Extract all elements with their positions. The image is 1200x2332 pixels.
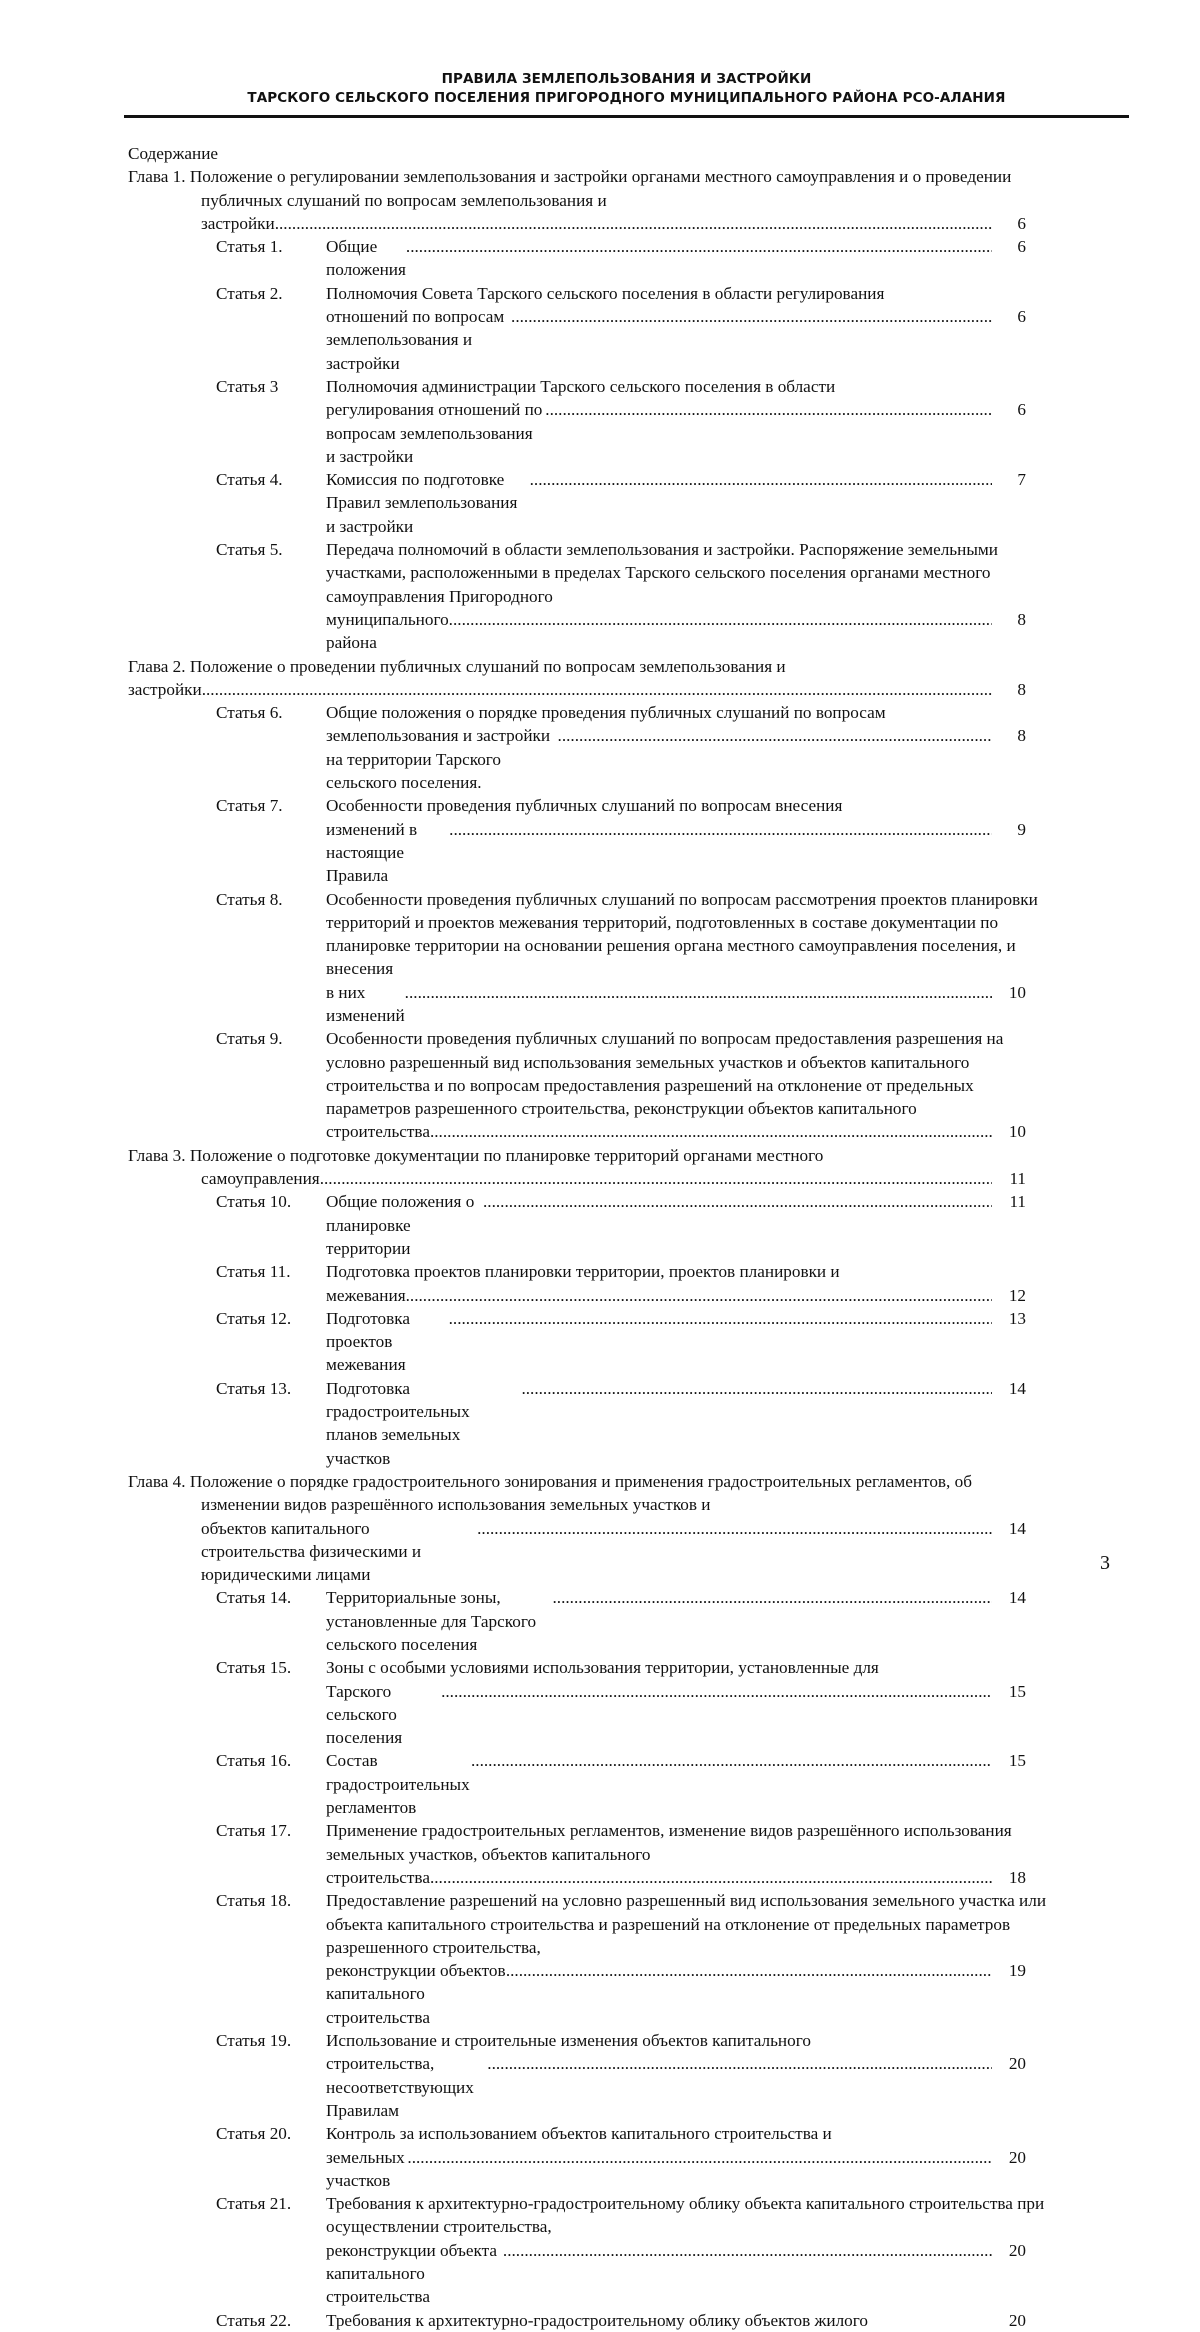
toc-page-number: 10: [1008, 1122, 1026, 1142]
toc-entry-last: изменений в настоящие Правила: [326, 819, 418, 886]
toc-entry-text: Глава 3. Положение о подготовке документации по планировке территорий органами местного: [128, 1145, 824, 1165]
toc-page-number: 6: [1017, 213, 1026, 233]
toc-page-number: 20: [1008, 2240, 1026, 2260]
toc-entry-text: Общие положения о порядке проведения публичных слушаний по вопросам: [326, 703, 886, 723]
header-rule: [124, 115, 1129, 118]
toc-article-5[interactable]: [128, 538, 1048, 654]
toc-page-number: 14: [1008, 1518, 1026, 1538]
toc-article-22[interactable]: [128, 2309, 1048, 2332]
toc-article-label: Статья 15.: [216, 1658, 292, 1678]
toc-article-label: Статья 16.: [216, 1751, 292, 1771]
toc-page-number: 8: [1017, 609, 1026, 629]
toc-article-label: Статья 21.: [216, 2194, 292, 2214]
toc-article-7[interactable]: [128, 794, 1048, 887]
toc-article-label: Статья 9.: [216, 1029, 283, 1049]
toc-page-number: 20: [1008, 2054, 1026, 2074]
toc-article-label: Статья 18.: [216, 1891, 292, 1911]
header-line-2: ТАРСКОГО СЕЛЬСКОГО ПОСЕЛЕНИЯ ПРИГОРОДНОГО МУНИЦИПАЛЬНОГО РАЙОНА РСО-АЛАНИЯ: [247, 90, 1006, 106]
toc-page-number: 20: [1008, 2310, 1026, 2330]
toc-article-4[interactable]: [128, 468, 1048, 538]
toc-entry-last: строительства: [326, 1122, 430, 1142]
toc-entry-last: земельных участков: [326, 2147, 405, 2190]
toc-entry-last: застройки: [128, 679, 202, 699]
toc-article-label: Статья 6.: [216, 703, 283, 723]
toc-page-number: 19: [1008, 1961, 1026, 1981]
toc-entry-last: самоуправления: [201, 1169, 320, 1189]
toc-entry-last: Общие положения о планировке территории: [326, 1192, 475, 1258]
toc-entry-text: Глава 1. Положение о регулировании землепользования и застройки органами местного самоуправления и о проведении публичных слушаний по вопросам землепользования и: [128, 167, 1012, 210]
toc-page-number: 6: [1017, 400, 1026, 420]
toc-article-14[interactable]: [128, 1586, 1048, 1656]
table-of-contents: [128, 142, 1048, 2332]
toc-entry-last: строительства: [326, 1867, 430, 1887]
toc-entry-text: Особенности проведения публичных слушаний по вопросам рассмотрения проектов планировки территорий и проектов межевания территорий, подготовленных в составе документации по планировке территории на основании решения органа местного самоуправления поселения, и внесения: [326, 889, 1038, 979]
toc-article-17[interactable]: [128, 1819, 1048, 1889]
toc-entry-last: отношений по вопросам землепользования и застройки: [326, 307, 505, 373]
toc-article-1[interactable]: [128, 235, 1048, 282]
toc-entry-text: Глава 2. Положение о проведении публичных слушаний по вопросам землепользования и: [128, 656, 786, 676]
toc-page-number: 15: [1008, 1681, 1026, 1701]
toc-title: Содержание: [128, 144, 219, 163]
toc-entry-last: Общие положения: [326, 237, 406, 280]
toc-chapter-4[interactable]: [128, 1470, 1048, 1586]
toc-page-number: 6: [1017, 237, 1026, 257]
toc-article-label: Статья 17.: [216, 1821, 292, 1841]
toc-entry-text: Контроль за использованием объектов капитального строительства и: [326, 2124, 832, 2144]
toc-entry-last: Подготовка проектов межевания: [326, 1308, 410, 1375]
toc-entry-last: муниципального района: [326, 609, 449, 653]
toc-article-10[interactable]: [128, 1190, 1048, 1260]
toc-entry-text: Полномочия администрации Тарского сельского поселения в области: [326, 376, 836, 396]
toc-entry-text: Подготовка проектов планировки территории, проектов планировки и: [326, 1262, 840, 1282]
toc-article-label: Статья 5.: [216, 540, 283, 560]
toc-page-number: 20: [1008, 2147, 1026, 2167]
toc-article-label: Статья 12.: [216, 1308, 292, 1328]
toc-page-number: 9: [1017, 819, 1026, 839]
toc-page-number: 13: [1008, 1308, 1026, 1328]
toc-article-12[interactable]: [128, 1307, 1048, 1377]
toc-article-11[interactable]: [128, 1260, 1048, 1307]
toc-entry-last: Подготовка градостроительных планов земельных участков: [326, 1378, 470, 1468]
toc-article-21[interactable]: [128, 2192, 1048, 2308]
toc-article-label: Статья 4.: [216, 470, 283, 490]
toc-article-label: Статья 8.: [216, 889, 283, 909]
toc-article-label: Статья 20.: [216, 2124, 292, 2144]
toc-page-number: 7: [1017, 470, 1026, 490]
toc-article-label: Статья 10.: [216, 1192, 292, 1212]
document-header: [124, 70, 1129, 108]
toc-article-19[interactable]: [128, 2029, 1048, 2122]
toc-article-label: Статья 14.: [216, 1588, 292, 1608]
toc-article-label: Статья 19.: [216, 2031, 292, 2051]
toc-entry-text: Требования к архитектурно-градостроительному облику объекта капитального строительства при осуществлении строительства,: [326, 2194, 1045, 2237]
toc-page-number: 8: [1017, 679, 1026, 699]
toc-entry-last: Состав градостроительных регламентов: [326, 1751, 470, 1818]
toc-page-number: 11: [1009, 1169, 1026, 1189]
toc-article-label: Статья 1.: [216, 237, 283, 257]
toc-chapter-1[interactable]: [128, 165, 1048, 235]
toc-entry-last: Тарского сельского поселения: [326, 1681, 403, 1748]
page-number: 3: [1100, 1552, 1110, 1574]
toc-page-number: 15: [1008, 1751, 1026, 1771]
toc-entry-last: Комиссия по подготовке Правил землепользования и застройки: [326, 470, 518, 536]
toc-entry-last: застройки: [201, 213, 275, 233]
toc-article-label: Статья 3: [216, 376, 279, 396]
toc-entry-text: Передача полномочий в области землепользования и застройки. Распоряжение земельными участками, расположенными в пределах Тарского сельского поселения органами местного самоуправления Пригородного: [326, 540, 998, 606]
toc-article-20[interactable]: [128, 2122, 1048, 2192]
toc-page-number: 14: [1008, 1588, 1026, 1608]
toc-entry-last: регулирования отношений по вопросам землепользования и застройки: [326, 400, 543, 466]
toc-page-number: 14: [1008, 1378, 1026, 1398]
toc-entry-text: Особенности проведения публичных слушаний по вопросам предоставления разрешения на условно разрешенный вид использования земельных участков и объектов капитального строительства и по вопросам предоставления разрешений на отклонение от предельных параметров разрешенного строительства, реконструкции объектов капитального: [326, 1029, 1004, 1119]
toc-article-label: Статья 2.: [216, 283, 283, 303]
toc-chapter-2[interactable]: [128, 655, 1048, 702]
toc-entry-last: землепользования и застройки на территории Тарского сельского поселения.: [326, 726, 551, 793]
toc-entry-text: Особенности проведения публичных слушаний по вопросам внесения: [326, 796, 843, 816]
toc-article-label: Статья 7.: [216, 796, 283, 816]
toc-article-16[interactable]: [128, 1749, 1048, 1819]
toc-page-number: 10: [1008, 982, 1026, 1002]
toc-article-3[interactable]: [128, 375, 1048, 468]
toc-page-number: 8: [1017, 726, 1026, 746]
toc-entry-last: межевания: [326, 1285, 406, 1305]
toc-entry-text: Использование и строительные изменения объектов капитального: [326, 2031, 811, 2051]
toc-entry-text: Зоны с особыми условиями использования территории, установленные для: [326, 1658, 879, 1678]
toc-page-number: 6: [1017, 307, 1026, 327]
toc-article-2[interactable]: [128, 282, 1048, 375]
toc-page-number: 18: [1008, 1867, 1026, 1887]
toc-page-number: 11: [1009, 1192, 1026, 1212]
toc-article-label: Статья 22.: [216, 2310, 292, 2330]
toc-entry-last: объектов капитального строительства физическими и юридическими лицами: [201, 1518, 422, 1585]
toc-entry-last: реконструкции объекта капитального строительства: [326, 2240, 497, 2307]
toc-entry-text: Полномочия Совета Тарского сельского поселения в области регулирования: [326, 283, 885, 303]
toc-entry-text: Требования к архитектурно-градостроительному облику объектов жилого: [326, 2310, 868, 2330]
toc-article-label: Статья 13.: [216, 1378, 292, 1398]
toc-article-6[interactable]: [128, 701, 1048, 794]
toc-entry-last: строительства, несоответствующих Правилам: [326, 2054, 474, 2120]
toc-article-13[interactable]: [128, 1377, 1048, 1470]
toc-page-number: 12: [1008, 1285, 1026, 1305]
toc-article-label: Статья 11.: [216, 1262, 291, 1282]
toc-entry-text: Применение градостроительных регламентов, изменение видов разрешённого использования земельных участков, объектов капитального: [326, 1821, 1012, 1864]
toc-entry-last: реконструкции объектов капитального строительства: [326, 1961, 506, 2027]
toc-article-8[interactable]: [128, 888, 1048, 1028]
toc-article-15[interactable]: [128, 1656, 1048, 1749]
toc-article-9[interactable]: [128, 1027, 1048, 1143]
toc-entry-text: Глава 4. Положение о порядке градостроительного зонирования и применения градостроительных регламентов, об изменении видов разрешённого использования земельных участков и: [128, 1471, 972, 1515]
toc-entry-text: Предоставление разрешений на условно разрешенный вид использования земельного участка или объекта капитального строительства и разрешений на отклонение от предельных параметров разрешенного строительства,: [326, 1891, 1047, 1957]
toc-chapter-3[interactable]: [128, 1144, 1048, 1191]
toc-entry-last: в них изменений: [326, 982, 405, 1025]
toc-article-18[interactable]: [128, 1889, 1048, 2029]
toc-entry-last: Территориальные зоны, установленные для Тарского сельского поселения: [326, 1588, 537, 1654]
header-line-1: ПРАВИЛА ЗЕМЛЕПОЛЬЗОВАНИЯ И ЗАСТРОЙКИ: [441, 71, 812, 87]
